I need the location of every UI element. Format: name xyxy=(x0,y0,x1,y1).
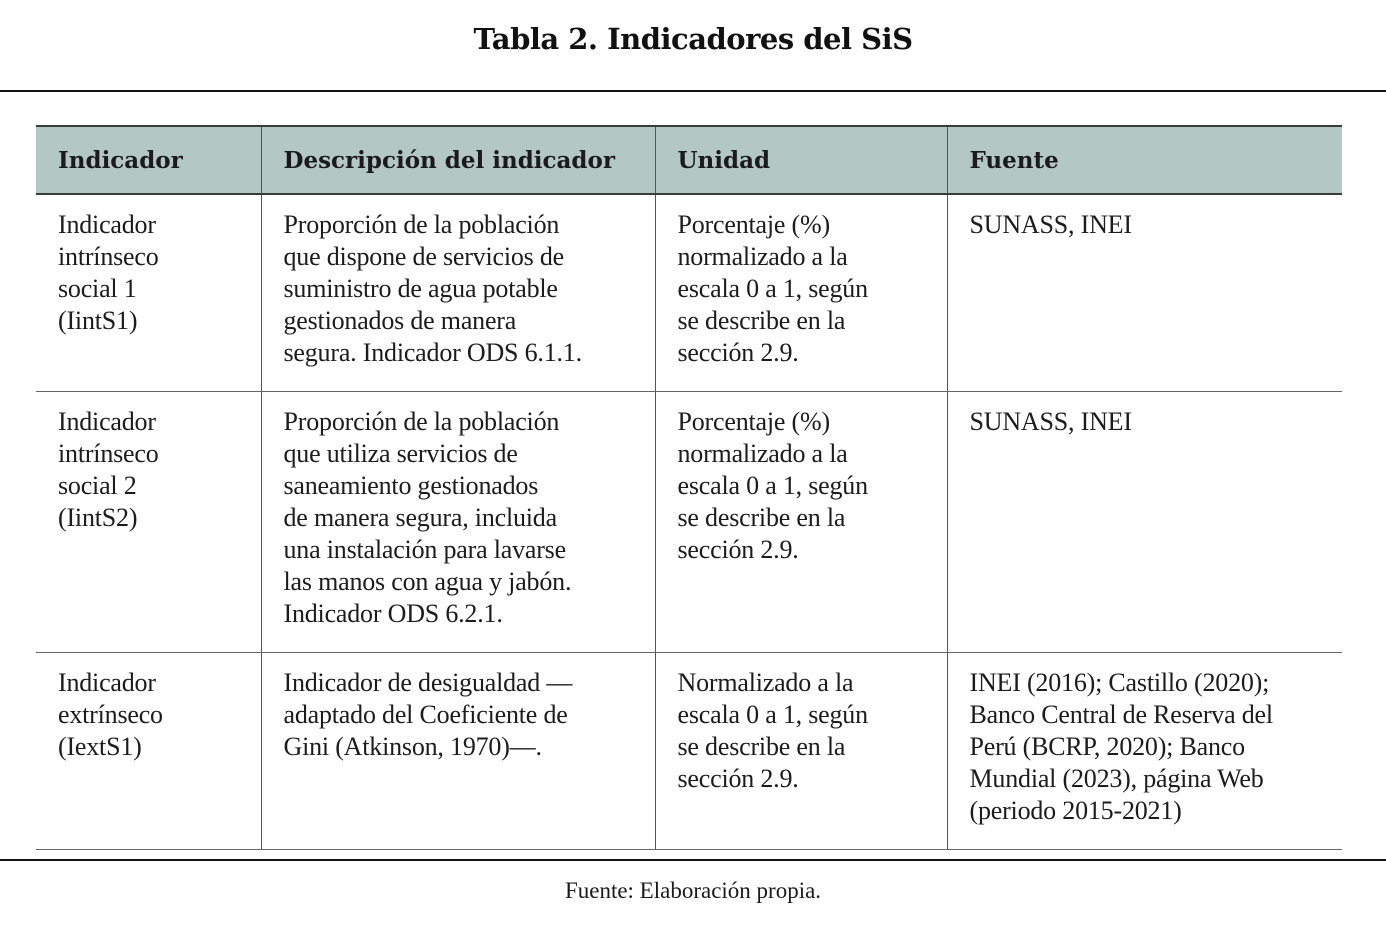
source-note: Fuente: Elaboración propia. xyxy=(564,878,822,903)
table-row xyxy=(36,653,1342,850)
bottom-rule-divider xyxy=(0,859,1386,861)
cell-line: extrínseco xyxy=(58,700,163,729)
cell-line: se describe en la xyxy=(677,306,846,335)
cell-line: sección 2.9. xyxy=(677,535,799,564)
cell-indicador xyxy=(36,194,261,392)
cell-line: suministro de agua potable xyxy=(283,274,558,303)
cell-line: (IintS1) xyxy=(58,306,138,335)
cell-line: Porcentaje (%) xyxy=(677,210,830,239)
cell-line: normalizado a la xyxy=(677,439,848,468)
cell-indicador xyxy=(36,392,261,653)
cell-line: SUNASS, INEI xyxy=(969,210,1132,239)
cell-line: Proporción de la población xyxy=(283,210,560,239)
cell-descripcion xyxy=(261,392,655,653)
cell-line: que dispone de servicios de xyxy=(283,242,565,271)
cell-unidad xyxy=(655,653,947,850)
cell-line: Indicador xyxy=(58,407,156,436)
cell-line: las manos con agua y jabón. xyxy=(283,567,572,596)
cell-line: que utiliza servicios de xyxy=(283,439,518,468)
cell-line: se describe en la xyxy=(677,503,846,532)
cell-fuente xyxy=(947,392,1342,653)
cell-line: social 2 xyxy=(58,471,137,500)
cell-line: Gini (Atkinson, 1970)—. xyxy=(283,732,542,761)
cell-line: Mundial (2023), página Web xyxy=(969,764,1264,793)
cell-line: (IintS2) xyxy=(58,503,138,532)
cell-line: gestionados de manera xyxy=(283,306,517,335)
cell-line: escala 0 a 1, según xyxy=(677,274,868,303)
cell-line: sección 2.9. xyxy=(677,338,799,367)
table-body xyxy=(36,194,1342,850)
cell-line: saneamiento gestionados xyxy=(283,471,539,500)
table-row xyxy=(36,392,1342,653)
cell-line: Indicador ODS 6.2.1. xyxy=(283,599,503,628)
top-rule-divider xyxy=(0,90,1386,92)
cell-line: INEI (2016); Castillo (2020); xyxy=(969,668,1270,697)
cell-line: se describe en la xyxy=(677,732,846,761)
cell-unidad xyxy=(655,392,947,653)
cell-line: escala 0 a 1, según xyxy=(677,700,868,729)
cell-line: (IextS1) xyxy=(58,732,142,761)
cell-line: segura. Indicador ODS 6.1.1. xyxy=(283,338,582,367)
cell-line: adaptado del Coeficiente de xyxy=(283,700,568,729)
cell-line: Proporción de la población xyxy=(283,407,560,436)
cell-fuente xyxy=(947,653,1342,850)
cell-fuente xyxy=(947,194,1342,392)
cell-line: Indicador xyxy=(58,668,156,697)
cell-indicador xyxy=(36,653,261,850)
cell-line: normalizado a la xyxy=(677,242,848,271)
cell-descripcion xyxy=(261,194,655,392)
cell-line: sección 2.9. xyxy=(677,764,799,793)
cell-line: Indicador de desigualdad — xyxy=(283,668,573,697)
cell-line: Perú (BCRP, 2020); Banco xyxy=(969,732,1245,761)
cell-line: intrínseco xyxy=(58,242,159,271)
cell-line: de manera segura, incluida xyxy=(283,503,557,532)
header-row xyxy=(36,126,1342,194)
table-title: Tabla 2. Indicadores del SiS xyxy=(473,22,913,56)
cell-line: Porcentaje (%) xyxy=(677,407,830,436)
cell-line: Indicador xyxy=(58,210,156,239)
table-header xyxy=(36,126,1342,194)
cell-line: Normalizado a la xyxy=(677,668,854,697)
column-header-descripcion: Descripción del indicador xyxy=(261,126,655,194)
indicators-table xyxy=(36,125,1342,850)
cell-line: escala 0 a 1, según xyxy=(677,471,868,500)
column-header-fuente: Fuente xyxy=(947,126,1342,194)
cell-line: SUNASS, INEI xyxy=(969,407,1132,436)
table-row xyxy=(36,194,1342,392)
cell-unidad xyxy=(655,194,947,392)
cell-line: (periodo 2015-2021) xyxy=(969,796,1182,825)
cell-line: una instalación para lavarse xyxy=(283,535,566,564)
cell-line: intrínseco xyxy=(58,439,159,468)
column-header-unidad: Unidad xyxy=(655,126,947,194)
column-header-indicador: Indicador xyxy=(36,126,261,194)
cell-line: social 1 xyxy=(58,274,137,303)
cell-descripcion xyxy=(261,653,655,850)
cell-line: Banco Central de Reserva del xyxy=(969,700,1273,729)
